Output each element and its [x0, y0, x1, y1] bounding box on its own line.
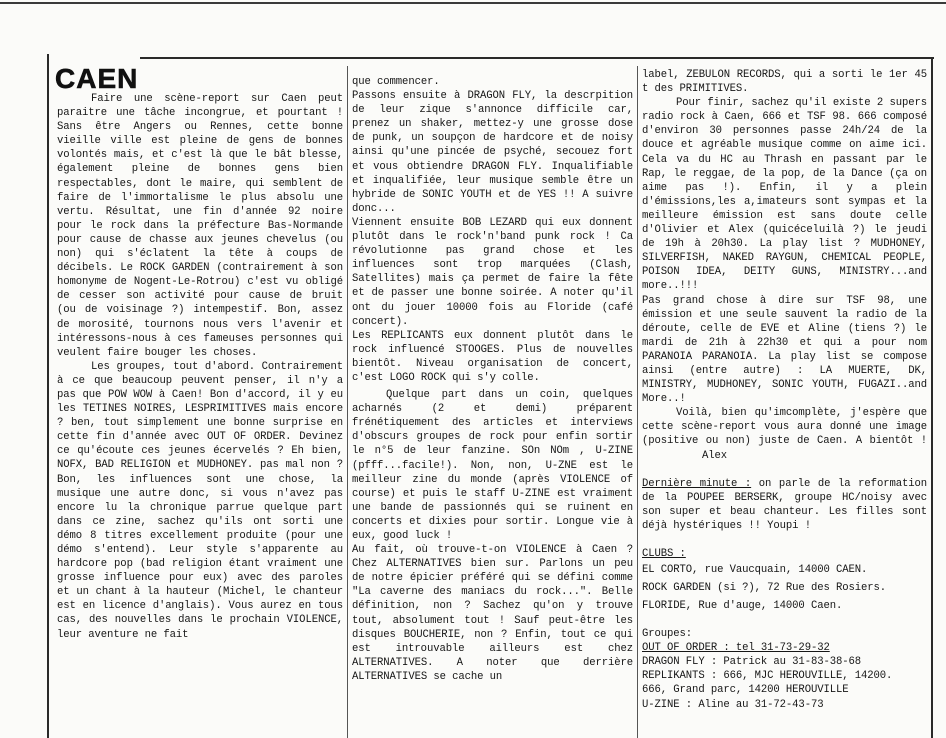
groupe-entry: REPLIKANTS : 666, MJC HEROUVILLE, 14200. [642, 670, 893, 683]
clubs-list [642, 561, 927, 615]
column-1 [57, 92, 343, 738]
last-minute-note [642, 477, 927, 533]
paragraph: label, ZEBULON RECORDS, qui a sorti le 1er 45 t des PRIMITIVES. [642, 69, 927, 96]
paragraph: Quelque part dans un coin, quelques acharnés (2 et demi) préparent frénétiquement des articles et interviews d'obscurs groupes de rock pour enfin sortir le n°5 de leur fanzine. SOn NOm , U-ZINE (pfff...facile!). Non, non, U-ZNE est le meilleur zine du monde (après VIOLENCE of course) et puis le staff U-ZINE est vraiment une bande de passionnés qui se ruinent en concerts et dixies pour sortir. Longue vie à eux, good luck ! [352, 389, 633, 542]
paragraph: Les REPLICANTS eux donnent plutôt dans le rock influencé STOOGES. Plus de nouvelles bientôt. Niveau organisation de concert, c'est LOGO ROCK qui s'y colle. [352, 329, 633, 384]
paragraph: que commencer. [352, 76, 440, 88]
paragraph: Passons ensuite à DRAGON FLY, la descrpition de leur zique s'annonce difficile car, prenez un shaker, mettez-y une grosse dose de punk, un soupçon de hardcore et de noisy ainsi qu'une pincée de psyché, secouez fort et vous obtiendre DRAGON FLY. Inqualifiable et inqualifiée, leur musique semble être un hybride de SONIC YOUTH et de YES !! A suivre donc... [352, 90, 633, 215]
frame-top-rule [140, 57, 934, 59]
groupes-list [642, 641, 927, 711]
paragraph: Viennent ensuite BOB LEZARD qui eux donnent plutôt dans le rock'n'band punk rock ! Ca révolutionne pas grand chose et les influences sont trop marquées (Clash, Satellites) mais ça permet de faire la fête et de passer une bonne soirée. A noter qu'il ont du jouer 10000 fois au Floride (café concert). [352, 216, 633, 328]
top-rule [0, 2, 946, 4]
paragraph: Les groupes, tout d'abord. Contrairement à ce que beaucoup peuvent penser, il n'y a pas que POW WOW à Caen! Bon d'accord, il y eu les TETINES NOIRES, LESPRIMITIVES mais encore ? ben, tout simplement une bonne surprise en cette fin d'année avec OUT OF ORDER. Devinez ce qu'écoute ces jeunes écervelés ? Eh bien, NOFX, BAD RELIGION et MUDHONEY. pas mal non ? Bon, les influences sont une chose, la musique une autre donc, si vous n'avez pas encore lu la chronique parrue quelque part dans ce zine, sachez qu'ils ont sorti une démo 8 titres excellement produite (pour une démo s'entend). Leur style s'apparente au hardcore pop (bad religion étant vraiment une grosse influence pour eux) avec des paroles et un chant à la hauteur (Michel, le chanteur est en licence d'anglais). Vous aurez en tous cas, des nouvelles dans le prochain VIOLENCE, leur aventure ne fait [57, 360, 343, 641]
article-title: CAEN [55, 63, 139, 94]
paragraph: Pour finir, sachez qu'il existe 2 supers radio rock à Caen, 666 et TSF 98. 666 composé d'environ 30 personnes passe 24h/24 de la douce et agréable musique comme on aime ici. Cela va du HC au Thrash en passant par le Rap, le reggae, de la pop, de la Dance (ça on aime pas !). Enfin, il y a plein d'émissions,les a,imateurs sont sympas et la meilleure émission est sans doute celle d'Olivier et Alex (quicéceluilà ?) le jeudi de 19h à 20h30. La play list ? MUDHONEY, SILVERFISH, NAKED RAYGUN, CHEMICAL PEOPLE, POISON IDEA, DEITY GUNS, MINISTRY...and more..!!! [642, 97, 927, 293]
club-entry: ROCK GARDEN (si ?), 72 Rue des Rosiers. [642, 582, 887, 595]
club-entry: EL CORTO, rue Vaucquain, 14000 CAEN. [642, 564, 868, 577]
last-minute-text: on parle de la reformation de la POUPEE BERSERK, groupe HC/noisy avec son super et beau chanteur. Les filles sont déjà hystériques !! Youpi ! [642, 477, 927, 532]
clubs-label: CLUBS : [642, 548, 686, 560]
paragraph: Pas grand chose à dire sur TSF 98, une émission et une seule sauvent la radio de la déroute, celle de EVE et Aline (tiens ?) le mardi de 21h à 22h30 et qui a pour nom PARANOIA PARANOIA. La play list se compose ainsi (entre autre) : LA MUERTE, DK, MINISTRY, MUDHONEY, SONIC YOUTH, FUGAZI..and More..! [642, 294, 927, 406]
paragraph: Au fait, où trouve-t-on VIOLENCE à Caen ? Chez ALTERNATIVES bien sur. Parlons un peu de notre épicier préféré qui se défini comme "La caverne des maniacs du rock...". Belle définition, non ? Sachez qu'on y trouve tout, absolument tout ! Sauf peut-être les disques BOUCHERIE, non ? Enfin, tout ce qui est introuvable ailleurs est chez ALTERNATIVES. A noter que derrière ALTERNATIVES se cache un [352, 544, 633, 683]
groupe-entry: DRAGON FLY : Patrick au 31-83-38-68 [642, 656, 862, 669]
column-rule-1 [347, 66, 348, 738]
paragraph: Faire une scène-report sur Caen peut paraitre une tâche incongrue, et pourtant ! Sans être Angers ou Rennes, cette bonne vieille ville est pleine de gens de bonnes volontés mais, et c'est là que le bât blesse, également pleine de bonnes gens bien respectables, dont le maire, qui semblent de faire de l'immortalisme le plus absolu une vertu. Résultat, une fin d'année 92 noire pour le rock dans la préfecture Bas-Normande pour cause de chasse aux jeunes chevelus (ou non) qui s'éclatent la tête à coups de décibels. Le ROCK GARDEN (contrairement à son homonyme de Nogent-Le-Rotrou) c'est vu obligé de cesser son activité pour cause de bruit (ou de voisinage ?) intempestif. Bon, assez de morosité, tournons nous vers l'avenir et intéressons-nous à ces fameuses personnes qui veulent faire bouger les choses. [57, 93, 343, 359]
groupes-label: Groupes: [642, 628, 693, 641]
groupe-entry: U-ZINE : Aline au 31-72-43-73 [642, 698, 824, 711]
signature: Alex [702, 449, 728, 462]
groupe-entry: OUT OF ORDER : tel 31-73-29-32 [642, 642, 830, 655]
groupe-entry: 666, Grand parc, 14200 HEROUVILLE [642, 684, 849, 697]
column-3 [642, 68, 927, 738]
closing-text: Voilà, bien qu'imcomplète, j'espère que cette scène-report vous aura donné une image (positive ou non) juste de Caen. A bientôt ! [642, 407, 927, 448]
column-2 [352, 75, 633, 738]
club-entry: FLORIDE, Rue d'auge, 14000 Caen. [642, 600, 843, 613]
column-rule-2 [637, 66, 638, 738]
last-minute-label: Dernière minute : [642, 477, 752, 490]
paragraph [642, 406, 927, 462]
frame-left-rule [47, 54, 49, 738]
frame-right-rule [931, 57, 933, 738]
